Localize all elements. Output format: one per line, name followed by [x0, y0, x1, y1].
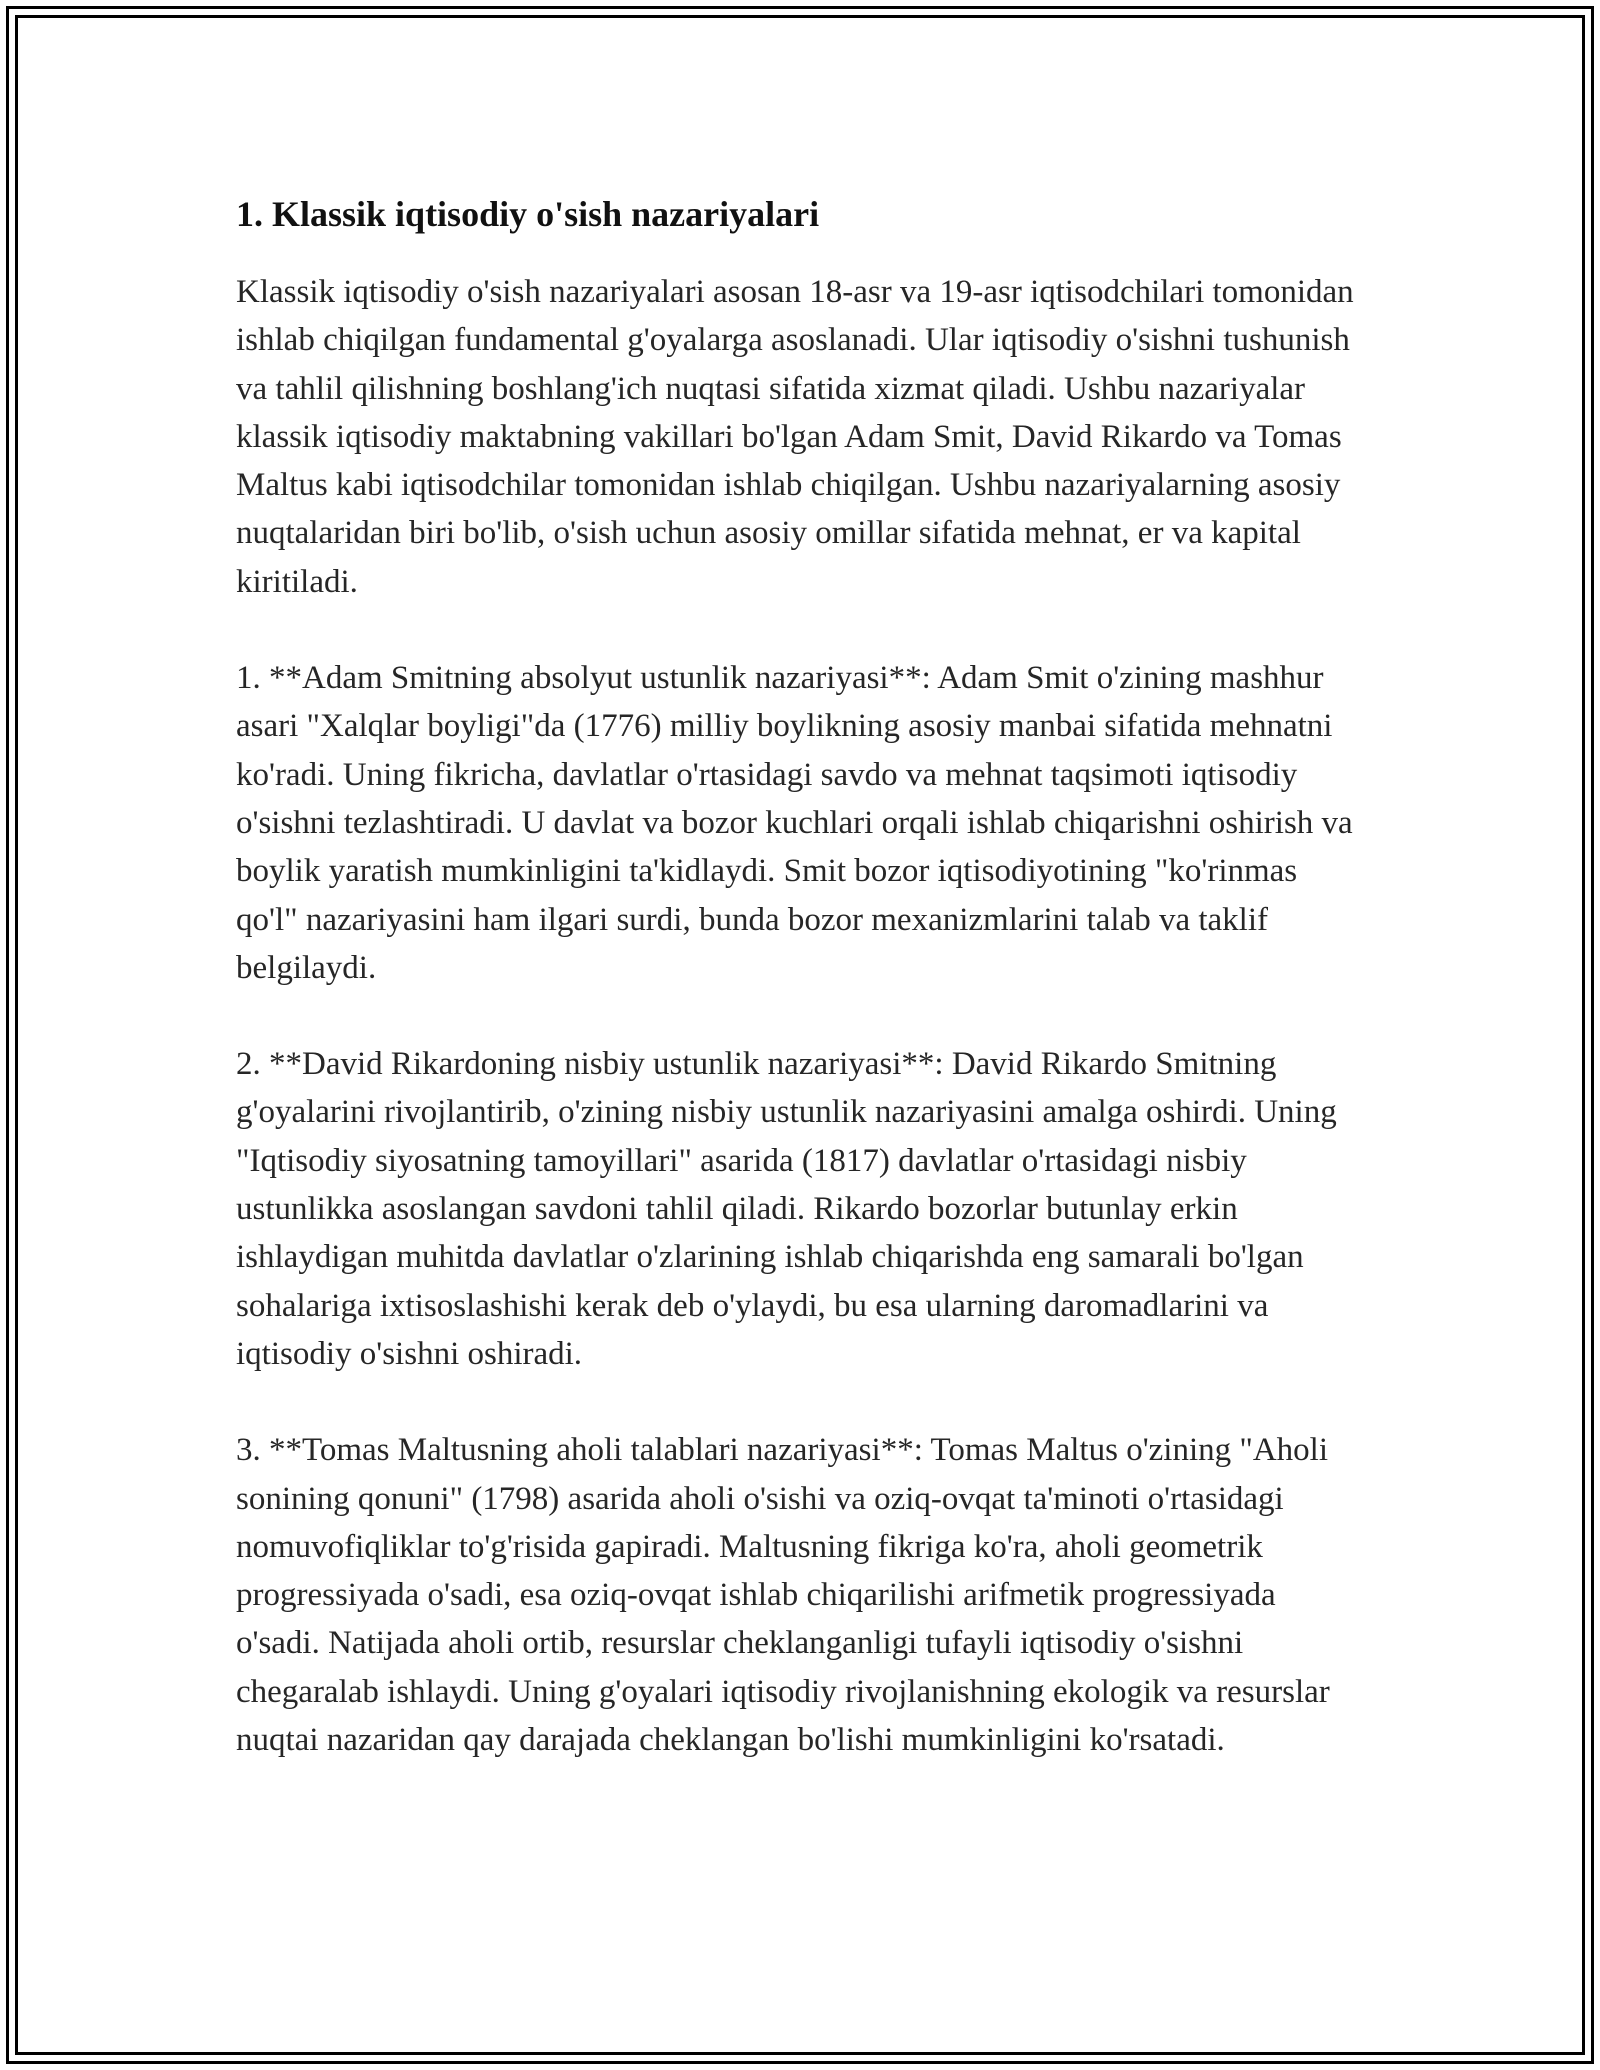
section-title: 1. Klassik iqtisodiy o'sish nazariyalari [236, 194, 820, 234]
intro-paragraph: Klassik iqtisodiy o'sish nazariyalari asosan 18-asr va 19-asr iqtisodchilari tomonidan ishlab chiqilgan fundamental g'oyalarga asoslanadi. Ular iqtisodiy o'sishni tushunish va tahlil qilishning boshlang'ich nuqtasi sifatida xizmat qiladi. Ushbu nazariyalar klassik iqtisodiy maktabning vakillari bo'lgan Adam Smit, David Rikardo va Tomas Maltus kabi iqtisodchilar tomonidan ishlab chiqilgan. Ushbu nazariyalarning asosiy nuqtalaridan biri bo'lib, o'sish uchun asosiy omillar sifatida mehnat, er va kapital kiritiladi. [236, 274, 1354, 600]
ricardo-paragraph: 2. **David Rikardoning nisbiy ustunlik nazariyasi**: David Rikardo Smitning g'oyalarini rivojlantirib, o'zining nisbiy ustunlik nazariyasini amalga oshirdi. Uning "Iqtisodiy siyosatning tamoyillari" asarida (1817) davlatlar o'rtasidagi nisbiy ustunlikka asoslangan savdoni tahlil qiladi. Rikardo bozorlar butunlay erkin ishlaydigan muhitda davlatlar o'zlarining ishlab chiqarishda eng samarali bo'lgan sohalariga ixtisoslashishi kerak deb o'ylaydi, bu esa ularning daromadlarini va iqtisodiy o'sishni oshiradi. [236, 1046, 1337, 1372]
malthus-paragraph: 3. **Tomas Maltusning aholi talablari nazariyasi**: Tomas Maltus o'zining "Aholi sonining qonuni" (1798) asarida aholi o'sishi va oziq-ovqat ta'minoti o'rtasidagi nomuvofiqliklar to'g'risida gapiradi. Maltusning fikriga ko'ra, aholi geometrik progressiyada o'sadi, esa oziq-ovqat ishlab chiqarilishi arifmetik progressiyada o'sadi. Natijada aholi ortib, resurslar cheklanganligi tufayli iqtisodiy o'sishni chegaralab ishlaydi. Uning g'oyalari iqtisodiy rivojlanishning ekologik va resurslar nuqtai nazaridan qay darajada cheklangan bo'lishi mumkinligini ko'rsatadi. [236, 1432, 1330, 1759]
document-body [236, 186, 1366, 1764]
smith-paragraph: 1. **Adam Smitning absolyut ustunlik nazariyasi**: Adam Smit o'zining mashhur asari "Xalqlar boyligi"da (1776) milliy boylikning asosiy manbai sifatida mehnatni ko'radi. Uning fikricha, davlatlar o'rtasidagi savdo va mehnat taqsimoti iqtisodiy o'sishni tezlashtiradi. U davlat va bozor kuchlari orqali ishlab chiqarishni oshirish va boylik yaratish mumkinligini ta'kidlaydi. Smit bozor iqtisodiyotining "ko'rinmas qo'l" nazariyasini ham ilgari surdi, bunda bozor mexanizmlarini talab va taklif belgilaydi. [236, 660, 1353, 986]
